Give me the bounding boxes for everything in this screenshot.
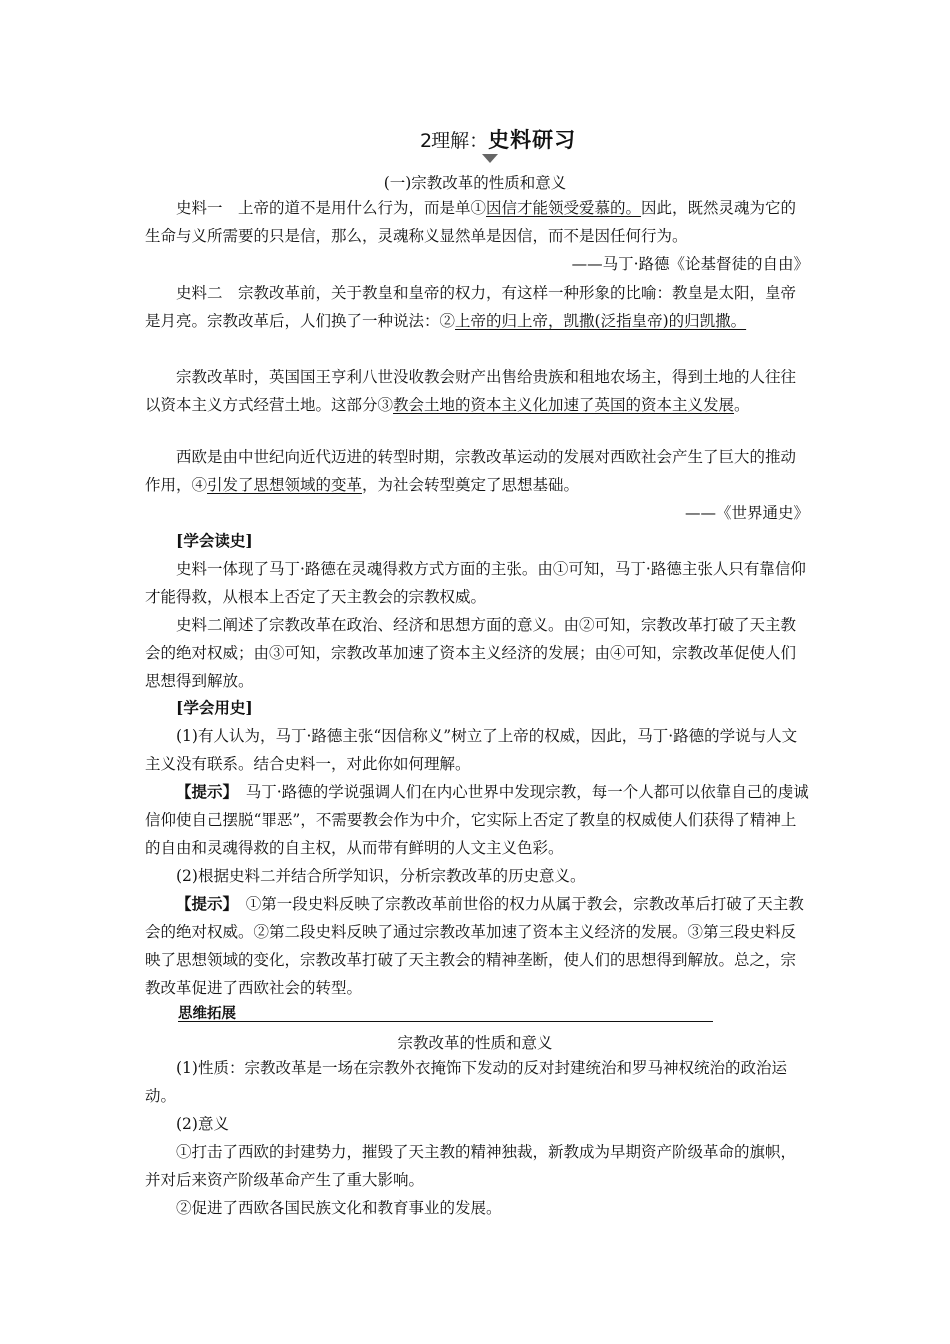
answer-1 [145, 778, 809, 862]
source2-p1-underline: 上帝的归上帝，凯撒(泛指皇帝)的归凯撒。 [455, 312, 747, 330]
source1-text-a: 史料一 上帝的道不是用什么行为，而是单① [176, 199, 487, 217]
banner-title: 史料研习 [488, 128, 577, 152]
source2-p2-underline: 教会土地的资本主义化加速了英国的资本主义发展 [393, 396, 735, 414]
source1-underline: 因信才能领受爱慕的。 [486, 199, 642, 217]
section-title: (一)宗教改革的性质和意义 [383, 174, 567, 192]
hint-label-1: 【提示】 [176, 782, 231, 801]
learn-read-heading: [学会读史] [176, 531, 253, 550]
thinking-paragraph-2: (2)意义 [176, 1115, 229, 1133]
thinking-title: 宗教改革的性质和意义 [397, 1034, 553, 1052]
banner-number: 2 [420, 130, 432, 152]
thinking-extension-label: 思维拓展 [178, 1002, 713, 1022]
thinking-paragraph-4: ②促进了西欧各国民族文化和教育事业的发展。 [176, 1199, 502, 1217]
source2-paragraph-3 [145, 443, 809, 499]
question-2: (2)根据史料二并结合所学知识，分析宗教改革的历史意义。 [176, 867, 586, 885]
question-1: (1)有人认为，马丁·路德主张“因信称义”树立了上帝的权威，因此，马丁·路德的学说与人文主义没有联系。结合史料一，对此你如何理解。 [145, 727, 798, 773]
source2-citation: ——《世界通史》 [684, 504, 809, 522]
source2-paragraph-2 [145, 363, 809, 419]
answer-1-text: 马丁·路德的学说强调人们在内心世界中发现宗教，每一个人都可以依靠自己的虔诚信仰使自己摆脱“罪恶”，不需要教会作为中介，它实际上否定了教皇的权威使人们获得了精神上的自由和灵魂得救的自主权，从而带有鲜明的人文主义色彩。 [145, 783, 809, 857]
source2-p3-underline: 引发了思想领域的变革 [207, 476, 363, 494]
learn-use-heading: [学会用史] [176, 698, 253, 717]
banner-colon: ： [469, 130, 489, 152]
learn-read-paragraph-1: 史料一体现了马丁·路德在灵魂得救方式方面的主张。由①可知，马丁·路德主张人只有靠信仰才能得救，从根本上否定了天主教会的宗教权威。 [145, 560, 806, 606]
source1-text-b: 因此，既然灵魂为它的生命与义所需要的只是信，那么，灵魂称义显然单是因信，而不是因任何行为。 [145, 199, 797, 245]
section-banner [420, 124, 590, 164]
triangle-down-icon [482, 154, 498, 163]
source1-paragraph [145, 194, 809, 250]
answer-2-text: ①第一段史料反映了宗教改革前世俗的权力从属于教会，宗教改革后打破了天主教会的绝对权威。②第二段史料反映了通过宗教改革加速了资本主义经济的发展。③第三段史料反映了思想领域的变化，宗教改革打破了天主教会的精神垄断，使人们的思想得到解放。总之，宗教改革促进了西欧社会的转型。 [145, 895, 804, 997]
source2-p2-text: 宗教改革时，英国国王亨利八世没收教会财产出售给贵族和租地农场主，得到土地的人往往以资本主义方式经营土地。这部分③ [145, 368, 797, 414]
source2-p1-text: 史料二 宗教改革前，关于教皇和皇帝的权力，有这样一种形象的比喻：教皇是太阳，皇帝是月亮。宗教改革后，人们换了一种说法：② [145, 284, 797, 330]
answer-2 [145, 890, 809, 1002]
learn-read-paragraph-2: 史料二阐述了宗教改革在政治、经济和思想方面的意义。由②可知，宗教改革打破了天主教会的绝对权威；由③可知，宗教改革加速了资本主义经济的发展；由④可知，宗教改革促使人们思想得到解放。 [145, 616, 797, 690]
source2-p3-text: 西欧是由中世纪向近代迈进的转型时期，宗教改革运动的发展对西欧社会产生了巨大的推动作用，④ [145, 448, 797, 494]
source2-p2-end: 。 [734, 396, 750, 414]
source1-citation: ——马丁·路德《论基督徒的自由》 [571, 255, 809, 273]
hint-label-2: 【提示】 [176, 894, 231, 913]
thinking-paragraph-3: ①打击了西欧的封建势力，摧毁了天主教的精神独裁，新教成为早期资产阶级革命的旗帜，并对后来资产阶级革命产生了重大影响。 [145, 1143, 797, 1189]
source2-paragraph-1 [145, 279, 809, 335]
thinking-paragraph-1: (1)性质：宗教改革是一场在宗教外衣掩饰下发动的反对封建统治和罗马神权统治的政治运动。 [145, 1059, 787, 1105]
source2-p3-end: ，为社会转型奠定了思想基础。 [362, 476, 580, 494]
banner-label: 理解 [431, 130, 470, 152]
